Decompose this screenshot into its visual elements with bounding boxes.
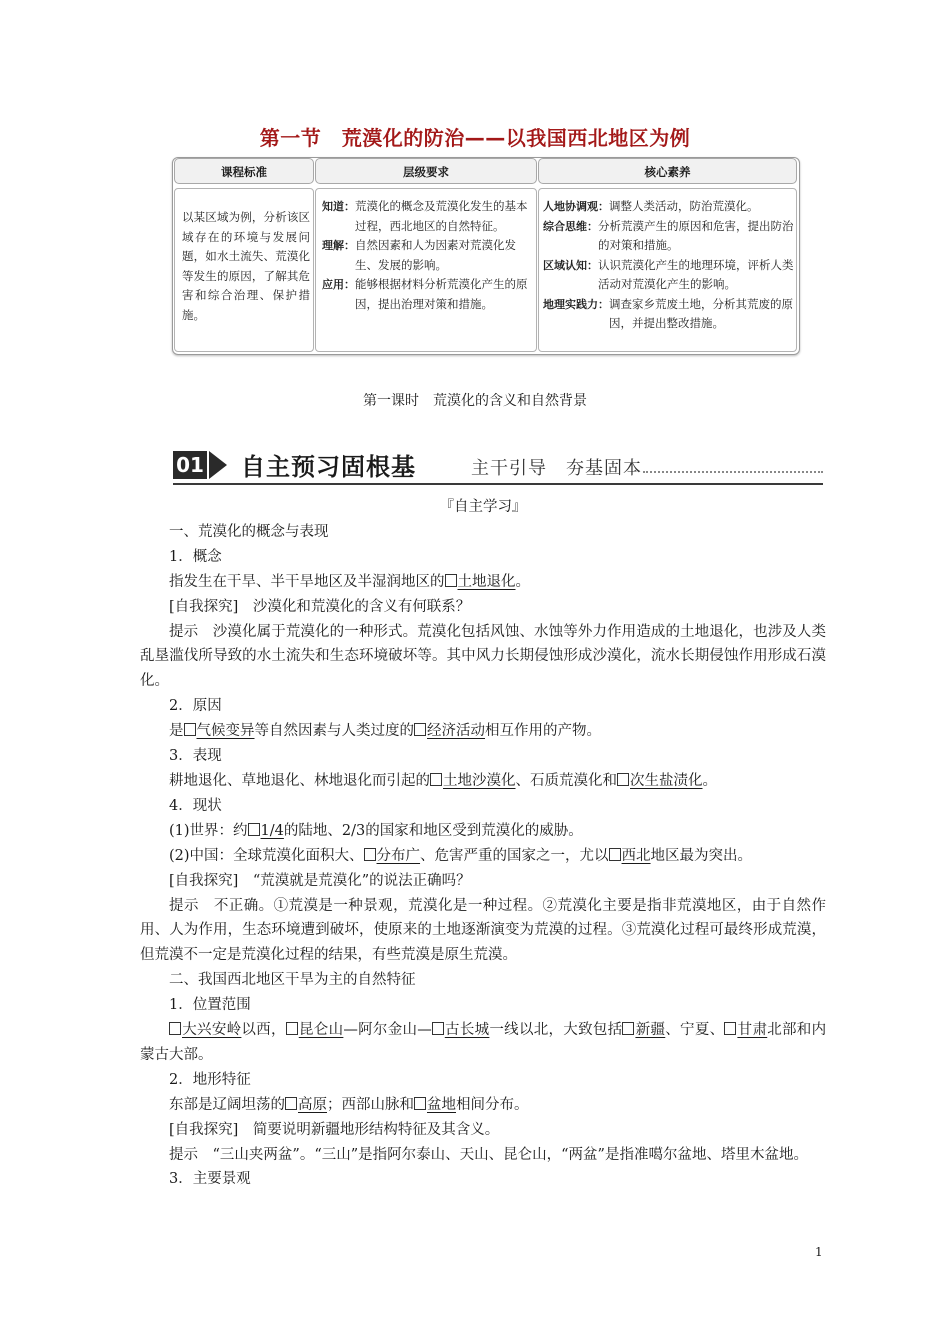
self-study-heading: 『自主学习』 (439, 499, 527, 515)
literacy-item: 地理实践力： 调查家乡荒废土地，分析其荒废的原因，并提出整改措施。 (543, 296, 793, 330)
paragraph: (2)中国：全球荒漠化面积大、 分布广、危害严重的国家之一，尤以 西北地区最为突出。 (169, 847, 753, 864)
blank-box-icon (414, 723, 426, 736)
levels-cell (315, 188, 537, 352)
literacy-item: 综合思维： 分析荒漠产生的原因和危害，提出防治的对策和措施。 (543, 218, 794, 252)
blank-box-icon (364, 848, 376, 861)
blank-box-icon (169, 1022, 181, 1035)
item-heading: 2．地形特征 (169, 1071, 251, 1088)
section-heading: 二、我国西北地区干旱为主的自然特征 (169, 972, 416, 989)
blank-box-icon (622, 1022, 634, 1035)
blank-box-icon (445, 574, 457, 587)
hint-paragraph: 提示 沙漠化属于荒漠化的一种形式。荒漠化包括风蚀、水蚀等外力作用造成的土地退化，也涉及人类乱垦滥伐所导致的水土流失和生态环境破坏等。其中风力长期侵蚀形成沙漠化，流水长期侵蚀作用形成石漠化。 (140, 623, 826, 690)
page-number: 1 (815, 1245, 823, 1259)
paragraph: 耕地退化、草地退化、林地退化而引起的 土地沙漠化、石质荒漠化和 次生盐渍化。 (169, 772, 717, 789)
content-body (140, 495, 826, 1192)
blank-box-icon (286, 1022, 298, 1035)
item-heading: 2．原因 (169, 698, 222, 715)
banner-dotted-line (643, 471, 823, 473)
header-standard: 课程标准 (174, 158, 314, 184)
hint-paragraph: 提示 “三山夹两盆”。“三山”是指阿尔泰山、天山、昆仑山，“两盆”是指准噶尔盆地、塔里木盆地。 (169, 1146, 808, 1163)
header-levels: 层级要求 (315, 158, 537, 184)
literacy-cell (538, 188, 797, 352)
blank-box-icon (184, 723, 196, 736)
paragraph: 指发生在干旱、半干旱地区及半湿润地区的 土地退化。 (169, 573, 530, 590)
literacy-item: 区域认知： 认识荒漠化产生的地理环境，评析人类活动对荒漠化产生的影响。 (543, 257, 794, 291)
banner-rule (173, 483, 823, 485)
banner-title: 自主预习固根基 (241, 453, 416, 481)
level-item: 应用： 能够根据材料分析荒漠化产生的原因，提出治理对策和措施。 (322, 277, 528, 311)
blank-box-icon (414, 1097, 426, 1110)
self-explore: [自我探究] 沙漠化和荒漠化的含义有何联系？ (169, 598, 471, 615)
section-banner (173, 445, 823, 485)
standard-cell (174, 188, 314, 352)
item-heading: 4．现状 (169, 797, 222, 814)
paragraph: 是 气候变异等自然因素与人类过度的 经济活动相互作用的产物。 (169, 723, 601, 740)
blank-box-icon (432, 1022, 444, 1035)
blank-box-icon (248, 823, 260, 836)
paragraph: (1)世界：约 1/4的陆地、2/3的国家和地区受到荒漠化的威胁。 (169, 822, 583, 839)
banner-arrow-icon (209, 451, 227, 479)
paragraph: 大兴安岭以西， 昆仑山—阿尔金山— 古长城一线以北，大致包括 新疆、宁夏、 甘肃北部和内蒙古大部。 (140, 1022, 827, 1063)
self-explore: [自我探究] 简要说明新疆地形结构特征及其含义。 (169, 1121, 500, 1138)
hint-paragraph: 提示 不正确。①荒漠是一种景观，荒漠化是一种过程。②荒漠化主要是指非荒漠地区，由于自然作用、人为作用，生态环境遭到破坏，使原来的土地逐渐演变为荒漠的过程。③荒漠化过程可最终形成荒漠，但荒漠不一定是荒漠化过程的结果，有些荒漠是原生荒漠。 (140, 897, 826, 964)
standard-text: 以某区域为例，分析该区域存在的环境与发展问题，如水土流失、荒漠化等发生的原因，了解其危害和综合治理、保护措施。 (182, 210, 310, 322)
level-item: 理解： 自然因素和人为因素对荒漠化发生、发展的影响。 (322, 238, 516, 272)
section-heading: 一、荒漠化的概念与表现 (169, 523, 329, 540)
lesson-title: 第一课时 荒漠化的含义和自然背景 (363, 393, 587, 409)
item-heading: 3．主要景观 (169, 1171, 251, 1188)
item-heading: 1．概念 (169, 548, 222, 565)
item-heading: 3．表现 (169, 748, 222, 765)
blank-box-icon (724, 1022, 736, 1035)
literacy-item: 人地协调观： 调整人类活动，防治荒漠化。 (543, 199, 759, 213)
blank-box-icon (285, 1097, 297, 1110)
level-item: 知道： 荒漠化的概念及荒漠化发生的基本过程，西北地区的自然特征。 (322, 199, 528, 233)
blank-box-icon (617, 773, 629, 786)
curriculum-table (172, 157, 800, 355)
header-literacy: 核心素养 (538, 158, 797, 184)
blank-box-icon (609, 848, 621, 861)
section-title: 第一节 荒漠化的防治——以我国西北地区为例 (259, 126, 691, 150)
banner-number: 01 (173, 451, 207, 479)
self-explore: [自我探究] “荒漠就是荒漠化”的说法正确吗？ (169, 872, 471, 889)
banner-subtitle: 主干引导 夯基固本 (471, 458, 642, 479)
paragraph: 东部是辽阔坦荡的 高原；西部山脉和 盆地相间分布。 (169, 1096, 529, 1113)
blank-box-icon (430, 773, 442, 786)
item-heading: 1．位置范围 (169, 997, 251, 1014)
